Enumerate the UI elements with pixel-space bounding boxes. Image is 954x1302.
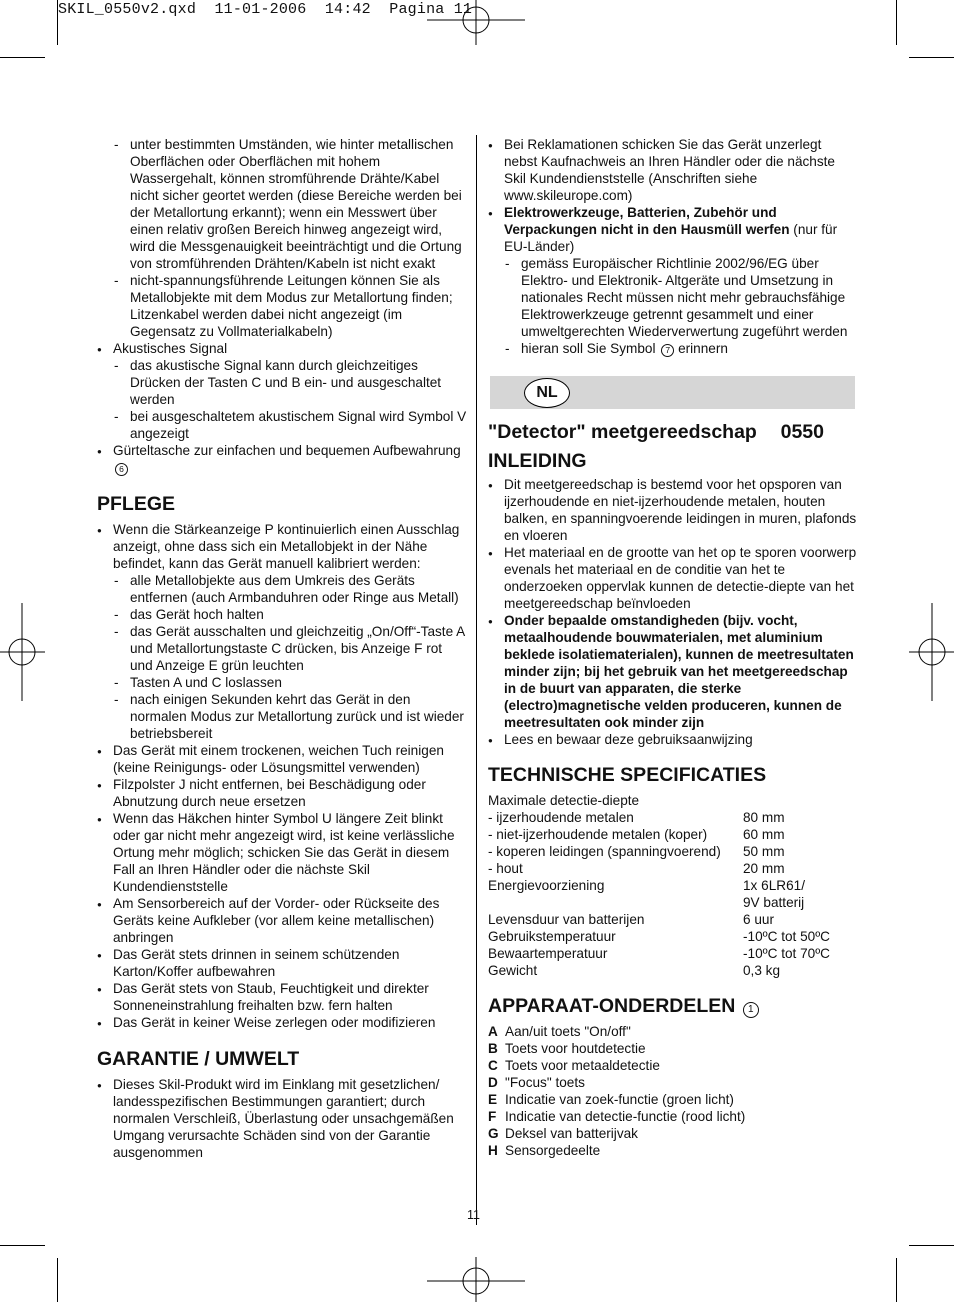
list-item: ● Das Gerät stets drinnen in seinem schützenden Karton/Koffer aufbewahren xyxy=(97,946,467,980)
section-heading-parts xyxy=(488,994,858,1018)
section-heading-garantie: GARANTIE / UMWELT xyxy=(97,1048,300,1070)
part-label: Deksel van batterijvak xyxy=(505,1126,638,1141)
table-row xyxy=(488,809,858,826)
part-label: "Focus" toets xyxy=(505,1075,585,1090)
left-column xyxy=(97,136,467,1161)
specs-table xyxy=(488,792,858,979)
table-row xyxy=(488,860,858,877)
registration-mark-icon xyxy=(427,0,527,45)
part-letter: B xyxy=(488,1041,498,1056)
list-item: - das akustische Signal kann durch gleichzeitiges Drücken der Tasten C und B ein- und ausgeschaltet werden xyxy=(97,357,467,408)
table-row xyxy=(488,843,858,860)
list-item: - gemäss Europäischer Richtlinie 2002/96/EG über Elektro- und Elektronik- Altgeräte und Umsetzung in nationales Recht müssen nicht mehr gebrauchsfähige Elektrowerkzeuge getrennt gesammelt und einer umweltgerechten Wiederverwertung zugeführt werden xyxy=(488,255,858,340)
crop-mark xyxy=(57,1258,58,1302)
language-bar xyxy=(490,376,855,409)
list-item: ● Das Gerät in keiner Weise zerlegen oder modifizieren xyxy=(97,1014,467,1031)
registration-mark-icon xyxy=(427,1257,527,1302)
column-divider xyxy=(476,135,477,1225)
spec-value: 9V batterij xyxy=(743,895,805,910)
print-slug xyxy=(58,1,472,18)
crop-mark xyxy=(896,1258,897,1302)
list-item-bold-text: Elektrowerkzeuge, Batterien, Zubehör und Verpackungen nicht in den Hausmüll werfen xyxy=(504,205,790,237)
table-row xyxy=(488,826,858,843)
table-row xyxy=(488,928,858,945)
list-item: ● Onder bepaalde omstandigheden (bijv. vocht, metaalhoudende bouwmaterialen, met aluminium beklede isolatiematerialen), kunnen de meetresultaten minder zijn; bij het gebruik van het meetgereedschap in de buurt van apparaten, die sterke (electro)magnetische velden produceren, kunnen de meetresultaten ook minder zijn xyxy=(488,612,858,731)
section-heading-text: APPARAAT-ONDERDELEN xyxy=(488,995,736,1017)
spec-value: -10ºC tot 70ºC xyxy=(743,946,830,961)
spec-value: 20 mm xyxy=(743,861,785,876)
crop-mark xyxy=(0,57,45,58)
spec-value: 80 mm xyxy=(743,810,785,825)
part-label: Indicatie van zoek-functie (groen licht) xyxy=(505,1092,734,1107)
spec-key: - niet-ijzerhoudende metalen (koper) xyxy=(488,827,708,842)
spec-key: Gewicht xyxy=(488,963,538,978)
list-item xyxy=(488,1074,858,1091)
list-item: ● Dit meetgereedschap is bestemd voor het opsporen van ijzerhoudende en niet-ijzerhoudende metalen, houten balken, en spanningvoerende leidingen in muren, plafonds en vloeren xyxy=(488,476,858,544)
spec-key: Levensduur van batterijen xyxy=(488,912,645,927)
list-item: - alle Metallobjekte aus dem Umkreis des Geräts entfernen (auch Armbanduhren oder Ringe aus Metall) xyxy=(97,572,467,606)
part-letter: E xyxy=(488,1092,498,1107)
part-label: Indicatie van detectie-functie (rood licht) xyxy=(505,1109,746,1124)
list-item: ● Das Gerät mit einem trockenen, weichen Tuch reinigen (keine Reinigungs- oder Lösungsmittel verwenden) xyxy=(97,742,467,776)
spec-value: 50 mm xyxy=(743,844,785,859)
part-letter: A xyxy=(488,1024,498,1039)
crop-mark xyxy=(57,0,58,45)
part-letter: C xyxy=(488,1058,498,1073)
spec-key: Energievoorziening xyxy=(488,878,605,893)
table-row xyxy=(488,894,858,911)
crop-mark xyxy=(909,1245,954,1246)
section-heading-pflege: PFLEGE xyxy=(97,493,176,515)
list-item-text: Gürteltasche zur einfachen und bequemen Aufbewahrung xyxy=(113,443,461,458)
registration-mark-icon xyxy=(909,603,954,703)
parts-list xyxy=(488,1023,858,1159)
product-title-row xyxy=(488,420,824,444)
table-row xyxy=(488,877,858,894)
language-badge: NL xyxy=(524,378,570,408)
spec-key: - koperen leidingen (spanningvoerend) xyxy=(488,844,721,859)
list-item: ● Das Gerät stets von Staub, Feuchtigkeit und direkter Sonneneinstrahlung freihalten bzw. fern halten xyxy=(97,980,467,1014)
list-item xyxy=(488,1142,858,1159)
product-title: "Detector" meetgereedschap xyxy=(488,421,757,443)
model-number: 0550 xyxy=(780,421,824,443)
list-item: - das Gerät hoch halten xyxy=(97,606,467,623)
slug-filename: SKIL_0550v2.qxd xyxy=(58,1,197,18)
figure-ref-badge: 6 xyxy=(115,463,128,476)
list-item xyxy=(488,1091,858,1108)
part-letter: G xyxy=(488,1126,499,1141)
list-item: ● Bei Reklamationen schicken Sie das Gerät unzerlegt nebst Kaufnachweis an Ihren Händler oder die nächste Skil Kundendienststelle (Anschriften siehe www.skileurope.com) xyxy=(488,136,858,204)
figure-ref-badge: 7 xyxy=(661,344,674,357)
list-item: ● Het materiaal en de grootte van het op te sporen voorwerp evenals het materiaal en de conditie van het te onderzoeken oppervlak kunnen de detectie-diepte van het meetgereedschap beïnvloeden xyxy=(488,544,858,612)
part-letter: D xyxy=(488,1075,498,1090)
list-item: ● Am Sensorbereich auf der Vorder- oder Rückseite des Geräts keine Aufkleber (vor allem keine metallischen) anbringen xyxy=(97,895,467,946)
slug-page-label: Pagina 11 xyxy=(389,1,473,18)
spec-value: -10ºC tot 50ºC xyxy=(743,929,830,944)
registration-mark-icon xyxy=(0,603,45,703)
list-item: ● Akustisches Signal xyxy=(97,340,467,357)
spec-key xyxy=(488,894,743,911)
figure-ref-badge: 1 xyxy=(743,1002,759,1018)
table-row xyxy=(488,962,858,979)
spec-key: - ijzerhoudende metalen xyxy=(488,810,634,825)
list-item xyxy=(97,442,467,476)
crop-mark xyxy=(896,0,897,45)
list-item: - Tasten A und C loslassen xyxy=(97,674,467,691)
slug-time: 14:42 xyxy=(324,1,371,18)
specs-intro: Maximale detectie-diepte xyxy=(488,793,640,808)
slug-date: 11-01-2006 xyxy=(214,1,307,18)
list-item-text: erinnern xyxy=(678,341,728,356)
list-item: - nicht-spannungsführende Leitungen können Sie als Metallobjekte mit dem Modus zur Metallortung finden; Litzenkabel werden dabei nicht angezeigt (im Gegensatz zu Vollmaterialkabeln) xyxy=(97,272,467,340)
list-item-text: hieran soll Sie Symbol xyxy=(521,341,656,356)
spec-value: 6 uur xyxy=(743,912,774,927)
list-item xyxy=(488,1125,858,1142)
list-item xyxy=(488,204,858,255)
crop-mark xyxy=(909,57,954,58)
list-item-text: (nur für EU-Länder) xyxy=(504,222,838,254)
part-letter: F xyxy=(488,1109,497,1124)
right-column xyxy=(488,136,858,1159)
part-label: Sensorgedeelte xyxy=(505,1143,601,1158)
list-item: - bei ausgeschaltetem akustischem Signal wird Symbol V angezeigt xyxy=(97,408,467,442)
part-label: Aan/uit toets "On/off" xyxy=(505,1024,631,1039)
section-heading-inleiding: INLEIDING xyxy=(488,450,587,472)
spec-key: Gebruikstemperatuur xyxy=(488,929,616,944)
spec-value: 0,3 kg xyxy=(743,963,781,978)
page-number: 11 xyxy=(467,1208,480,1222)
list-item: ● Filzpolster J nicht entfernen, bei Beschädigung oder Abnutzung durch neue ersetzen xyxy=(97,776,467,810)
spec-key: Bewaartemperatuur xyxy=(488,946,608,961)
spec-value: 1x 6LR61/ xyxy=(743,878,805,893)
crop-mark xyxy=(0,1245,45,1246)
list-item xyxy=(488,340,858,357)
list-item xyxy=(488,1023,858,1040)
list-item xyxy=(488,1057,858,1074)
table-row xyxy=(488,945,858,962)
list-item: - das Gerät ausschalten und gleichzeitig „On/Off“-Taste A und Metallortungstaste C drücken, bis Anzeige F rot und Anzeige E grün leuchten xyxy=(97,623,467,674)
spec-value: 60 mm xyxy=(743,827,785,842)
list-item xyxy=(488,1040,858,1057)
part-label: Toets voor houtdetectie xyxy=(505,1041,646,1056)
list-item: ● Wenn das Häkchen hinter Symbol U längere Zeit blinkt oder gar nicht mehr angezeigt wird, ist keine verlässliche Ortung mehr möglich; schicken Sie das Gerät in diesem Fall an Ihren Händler oder die nächste Skil Kundendienststelle xyxy=(97,810,467,895)
part-label: Toets voor metaaldetectie xyxy=(505,1058,660,1073)
list-item xyxy=(488,1108,858,1125)
spec-key: - hout xyxy=(488,861,523,876)
list-item: - unter bestimmten Umständen, wie hinter metallischen Oberflächen oder Oberflächen mit hohem Wassergehalt, können stromführende Drähte/Kabel nicht sicher geortet werden (diese Bereiche werden bei der Metallortung erkannt); wenn ein Messwert über einen relativ großen Bereich hinweg angezeigt wird, wird die Messgenauigkeit beeinträchtigt und die Ortung von stromführenden Drähten/Kabeln ist nicht exakt xyxy=(97,136,467,272)
list-item: - nach einigen Sekunden kehrt das Gerät in den normalen Modus zur Metallortung zurück und ist wieder betriebsbereit xyxy=(97,691,467,742)
list-item: ● Dieses Skil-Produkt wird im Einklang mit gesetzlichen/ landesspezifischen Bestimmungen garantiert; durch normalen Verschleiß, Überlastung oder unsachgemäßen Umgang verursachte Schäden sind von der Garantie ausgenommen xyxy=(97,1076,467,1161)
section-heading-specs: TECHNISCHE SPECIFICATIES xyxy=(488,764,767,786)
list-item: ● Wenn die Stärkeanzeige P kontinuierlich einen Ausschlag anzeigt, ohne dass sich ein Metallobjekt in der Nähe befindet, kann das Gerät manuell kalibriert werden: xyxy=(97,521,467,572)
list-item: ● Lees en bewaar deze gebruiksaanwijzing xyxy=(488,731,858,748)
part-letter: H xyxy=(488,1143,498,1158)
table-row xyxy=(488,911,858,928)
